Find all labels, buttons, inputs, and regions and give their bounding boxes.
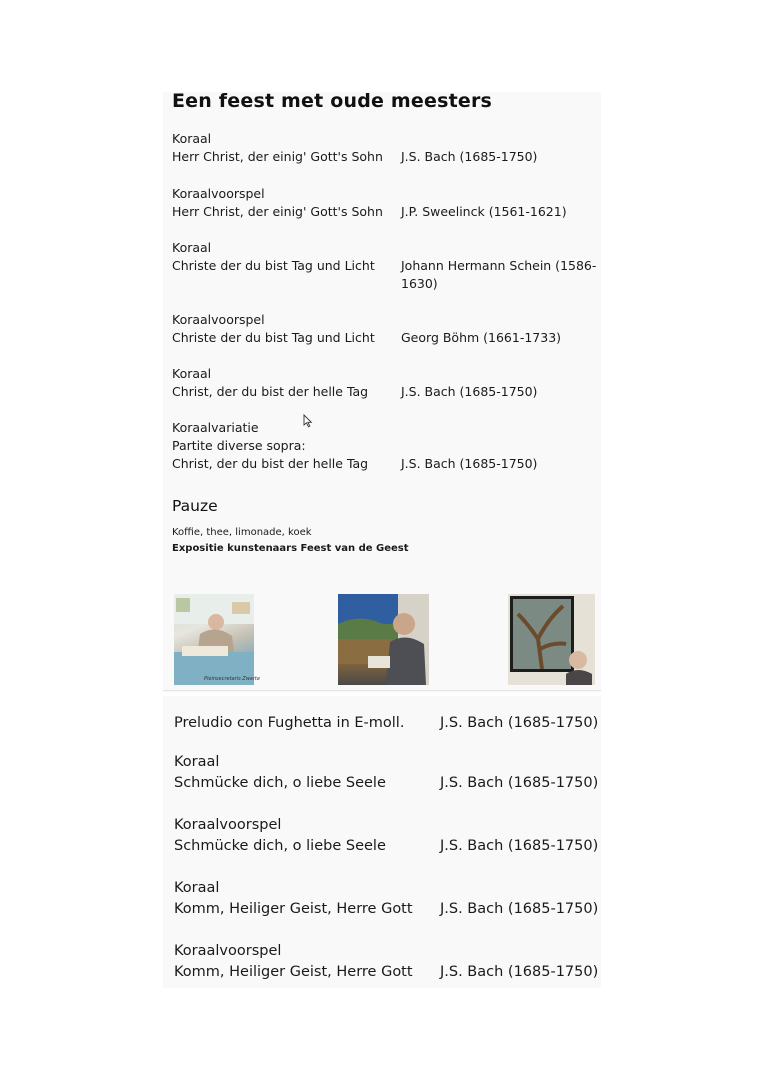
pause-exhibition: Expositie kunstenaars Feest van de Geest bbox=[172, 543, 409, 554]
entry-composer: J.S. Bach (1685-1750) bbox=[440, 775, 599, 791]
artist-photo bbox=[508, 594, 595, 685]
artist-photo bbox=[338, 594, 429, 685]
program-entry bbox=[172, 130, 597, 166]
photo-caption: Pleinsecretaris Zwarte bbox=[204, 676, 260, 682]
entry-type: Koraal bbox=[174, 754, 220, 770]
program-entry bbox=[174, 752, 599, 794]
page-title: Een feest met oude meesters bbox=[172, 90, 493, 112]
entry-type: Koraal bbox=[172, 131, 212, 146]
entry-work: Herr Christ, der einig' Gott's Sohn bbox=[172, 149, 383, 164]
entry-composer: J.S. Bach (1685-1750) bbox=[401, 456, 538, 471]
entry-type: Koraalvoorspel bbox=[172, 186, 265, 201]
entry-subtitle: Partite diverse sopra: bbox=[172, 438, 306, 453]
entry-composer: J.S. Bach (1685-1750) bbox=[440, 964, 599, 980]
section-divider bbox=[163, 690, 601, 691]
entry-work: Komm, Heiliger Geist, Herre Gott bbox=[174, 901, 413, 917]
entry-composer: Georg Böhm (1661-1733) bbox=[401, 330, 562, 345]
entry-type: Koraalvoorspel bbox=[174, 817, 282, 833]
entry-work: Christe der du bist Tag und Licht bbox=[172, 258, 375, 273]
program-entry bbox=[174, 941, 599, 983]
program-entry bbox=[172, 365, 597, 401]
program-entry bbox=[172, 239, 597, 291]
program-entry bbox=[172, 419, 597, 473]
mouse-pointer-icon bbox=[303, 414, 313, 428]
entry-work: Herr Christ, der einig' Gott's Sohn bbox=[172, 204, 383, 219]
program-entry bbox=[174, 713, 599, 734]
entry-type: Koraalvariatie bbox=[172, 420, 259, 435]
entry-composer: Johann Hermann Schein (1586-1630) bbox=[401, 258, 597, 291]
entry-composer: J.S. Bach (1685-1750) bbox=[440, 715, 599, 731]
program-entry bbox=[174, 815, 599, 857]
entry-type: Koraal bbox=[172, 240, 212, 255]
program-entry bbox=[172, 311, 597, 347]
pause-refreshments: Koffie, thee, limonade, koek bbox=[172, 527, 312, 538]
entry-type: Koraal bbox=[172, 366, 212, 381]
entry-composer: J.P. Sweelinck (1561-1621) bbox=[401, 204, 567, 219]
artist-photo bbox=[174, 594, 260, 685]
entry-type: Koraalvoorspel bbox=[174, 943, 282, 959]
entry-work: Christe der du bist Tag und Licht bbox=[172, 330, 375, 345]
entry-work: Schmücke dich, o liebe Seele bbox=[174, 838, 386, 854]
entry-composer: J.S. Bach (1685-1750) bbox=[440, 838, 599, 854]
pause-title: Pauze bbox=[172, 497, 218, 515]
program-entry bbox=[172, 185, 597, 221]
entry-composer: J.S. Bach (1685-1750) bbox=[440, 901, 599, 917]
entry-composer: J.S. Bach (1685-1750) bbox=[401, 384, 538, 399]
entry-work: Preludio con Fughetta in E-moll. bbox=[174, 715, 405, 731]
entry-type: Koraalvoorspel bbox=[172, 312, 265, 327]
entry-type: Koraal bbox=[174, 880, 220, 896]
entry-work: Christ, der du bist der helle Tag bbox=[172, 456, 369, 471]
program-entry bbox=[174, 878, 599, 920]
entry-work: Komm, Heiliger Geist, Herre Gott bbox=[174, 964, 413, 980]
entry-work: Schmücke dich, o liebe Seele bbox=[174, 775, 386, 791]
entry-composer: J.S. Bach (1685-1750) bbox=[401, 149, 538, 164]
entry-work: Christ, der du bist der helle Tag bbox=[172, 384, 369, 399]
